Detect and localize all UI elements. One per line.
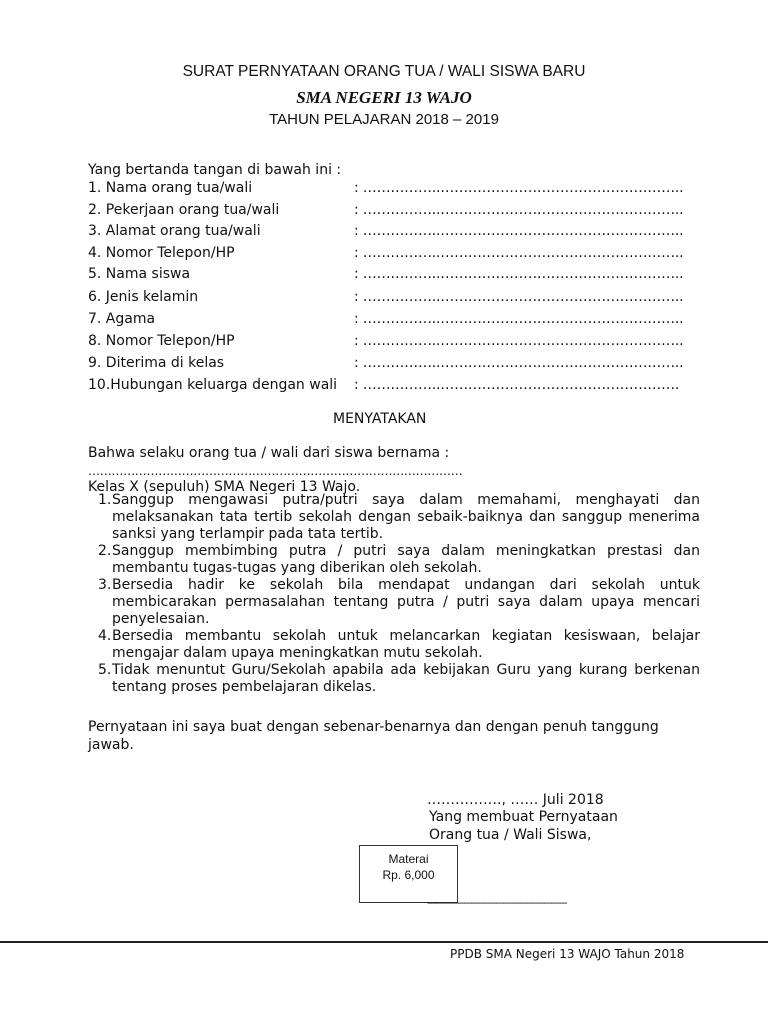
field-blank: : ……………..…………………………………………….. [354,202,684,218]
declaration-item [88,492,700,543]
statement-heading: MENYATAKAN [333,411,427,427]
field-row [88,353,688,373]
field-row [88,309,688,329]
statement-intro: Bahwa selaku orang tua / wali dari siswa bernama : [88,445,450,461]
stamp-box [359,845,458,903]
field-blank: : ……………..…………………………………………….. [354,333,684,349]
item-number: 3. [98,577,112,593]
signature-maker: Yang membuat Pernyataan [429,809,618,825]
field-blank: : ……………..…………………………………………….. [354,180,684,196]
declaration-item [88,628,700,662]
field-label: 3. Alamat orang tua/wali [88,223,261,239]
field-label: 5. Nama siswa [88,266,191,282]
item-number: 1. [98,492,112,508]
signature-role: Orang tua / Wali Siswa, [429,827,592,843]
declaration-item [88,543,700,577]
item-text: Sanggup mengawasi putra/putri saya dalam memahami, menghayati dan melaksanakan tata tertib sekolah dengan sebaik-baiknya dan sanggup menerima sanksi yang terlampir pada tata tertib. [112,492,700,542]
field-row [88,287,688,307]
school-name: SMA NEGERI 13 WAJO [296,88,472,107]
declaration-item [88,662,700,696]
student-name-blank: …………………………………………………………………………………… [88,464,463,478]
field-blank: : ……………..…………………………………………….. [354,355,684,371]
field-label: 9. Diterima di kelas [88,355,225,371]
class-line: Kelas X (sepuluh) SMA Negeri 13 Wajo. [88,479,361,495]
document-title: SURAT PERNYATAAN ORANG TUA / WALI SISWA BARU [182,63,586,80]
intro-text: Yang bertanda tangan di bawah ini : [88,162,342,178]
signature-line: ----------------------------------------------- [427,896,567,909]
stamp-label: Materai [388,852,429,866]
item-text: Tidak menuntut Guru/Sekolah apabila ada kebijakan Guru yang kurang berkenan tentang proses pembelajaran dikelas. [112,662,700,695]
field-row [88,331,688,351]
field-label: 2. Pekerjaan orang tua/wali [88,202,280,218]
declaration-list [88,492,700,696]
footer-divider [0,941,768,943]
field-row [88,375,688,395]
field-label: 1. Nama orang tua/wali [88,180,253,196]
field-blank: : ……………..……………………………………………. [354,377,680,393]
signature-date: ……………., …… Juli 2018 [427,792,604,808]
declaration-item [88,577,700,628]
field-blank: : ……………..…………………………………………….. [354,245,684,261]
item-number: 5. [98,662,112,678]
field-row [88,264,688,284]
field-label: 4. Nomor Telepon/HP [88,245,235,261]
field-label: 7. Agama [88,311,156,327]
field-blank: : ……………..…………………………………………….. [354,223,684,239]
field-row [88,200,688,220]
stamp-value: Rp. 6,000 [382,868,435,882]
field-label: 10.Hubungan keluarga dengan wali [88,377,338,393]
field-label: 6. Jenis kelamin [88,289,199,305]
field-row [88,178,688,198]
closing-line-1: Pernyataan ini saya buat dengan sebenar-benarnya dan dengan penuh tanggung [88,719,659,735]
item-text: Bersedia membantu sekolah untuk melancarkan kegiatan kesiswaan, belajar mengajar dalam upaya meningkatkan mutu sekolah. [112,628,700,661]
field-blank: : ……………..…………………………………………….. [354,289,684,305]
item-text: Bersedia hadir ke sekolah bila mendapat undangan dari sekolah untuk membicarakan permasalahan tentang putra / putri saya dalam upaya mencari penyelesaian. [112,577,700,627]
item-number: 4. [98,628,112,644]
field-row [88,243,688,263]
item-text: Sanggup membimbing putra / putri saya dalam meningkatkan prestasi dan membantu tugas-tugas yang diberikan oleh sekolah. [112,543,700,576]
academic-year: TAHUN PELAJARAN 2018 – 2019 [269,111,499,128]
field-label: 8. Nomor Telepon/HP [88,333,235,349]
footer-text: PPDB SMA Negeri 13 WAJO Tahun 2018 [450,947,685,961]
field-row [88,221,688,241]
closing-line-2: jawab. [88,737,134,753]
field-blank: : ……………..…………………………………………….. [354,266,684,282]
field-blank: : ……………..…………………………………………….. [354,311,684,327]
item-number: 2. [98,543,112,559]
